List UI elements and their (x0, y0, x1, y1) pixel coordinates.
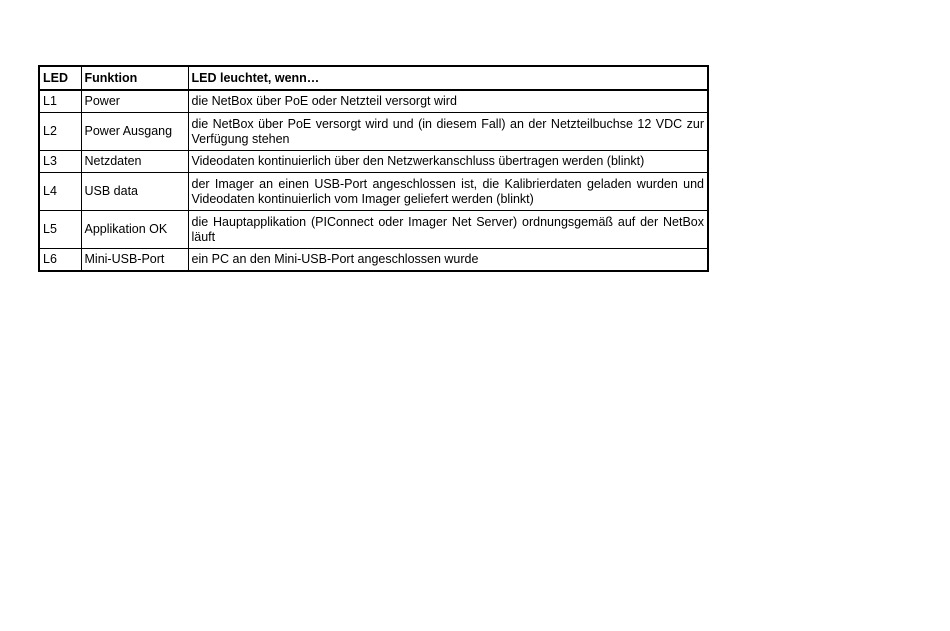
cell-led: L5 (39, 211, 81, 249)
cell-funktion: Mini-USB-Port (81, 249, 188, 272)
header-beschreibung: LED leuchtet, wenn… (188, 66, 708, 90)
cell-beschreibung: die NetBox über PoE oder Netzteil versorgt wird (188, 90, 708, 113)
table-row (39, 173, 708, 211)
cell-led: L1 (39, 90, 81, 113)
led-function-table (38, 65, 709, 272)
cell-funktion: USB data (81, 173, 188, 211)
cell-led: L2 (39, 113, 81, 151)
cell-funktion: Power (81, 90, 188, 113)
table-row (39, 113, 708, 151)
header-led: LED (39, 66, 81, 90)
cell-funktion: Applikation OK (81, 211, 188, 249)
table-row (39, 211, 708, 249)
table-row (39, 249, 708, 272)
cell-led: L3 (39, 151, 81, 173)
table-row (39, 90, 708, 113)
cell-funktion: Power Ausgang (81, 113, 188, 151)
table-header-row (39, 66, 708, 90)
cell-led: L4 (39, 173, 81, 211)
cell-beschreibung: Videodaten kontinuierlich über den Netzwerkanschluss übertragen werden (blinkt) (188, 151, 708, 173)
cell-beschreibung: ein PC an den Mini-USB-Port angeschlossen wurde (188, 249, 708, 272)
cell-beschreibung: der Imager an einen USB-Port angeschlossen ist, die Kalibrierdaten geladen wurden und Videodaten kontinuierlich vom Imager geliefert werden (blinkt) (188, 173, 708, 211)
cell-funktion: Netzdaten (81, 151, 188, 173)
cell-beschreibung: die Hauptapplikation (PIConnect oder Imager Net Server) ordnungsgemäß auf der NetBox läuft (188, 211, 708, 249)
cell-led: L6 (39, 249, 81, 272)
header-funktion: Funktion (81, 66, 188, 90)
table-row (39, 151, 708, 173)
cell-beschreibung: die NetBox über PoE versorgt wird und (in diesem Fall) an der Netzteilbuchse 12 VDC zur Verfügung stehen (188, 113, 708, 151)
